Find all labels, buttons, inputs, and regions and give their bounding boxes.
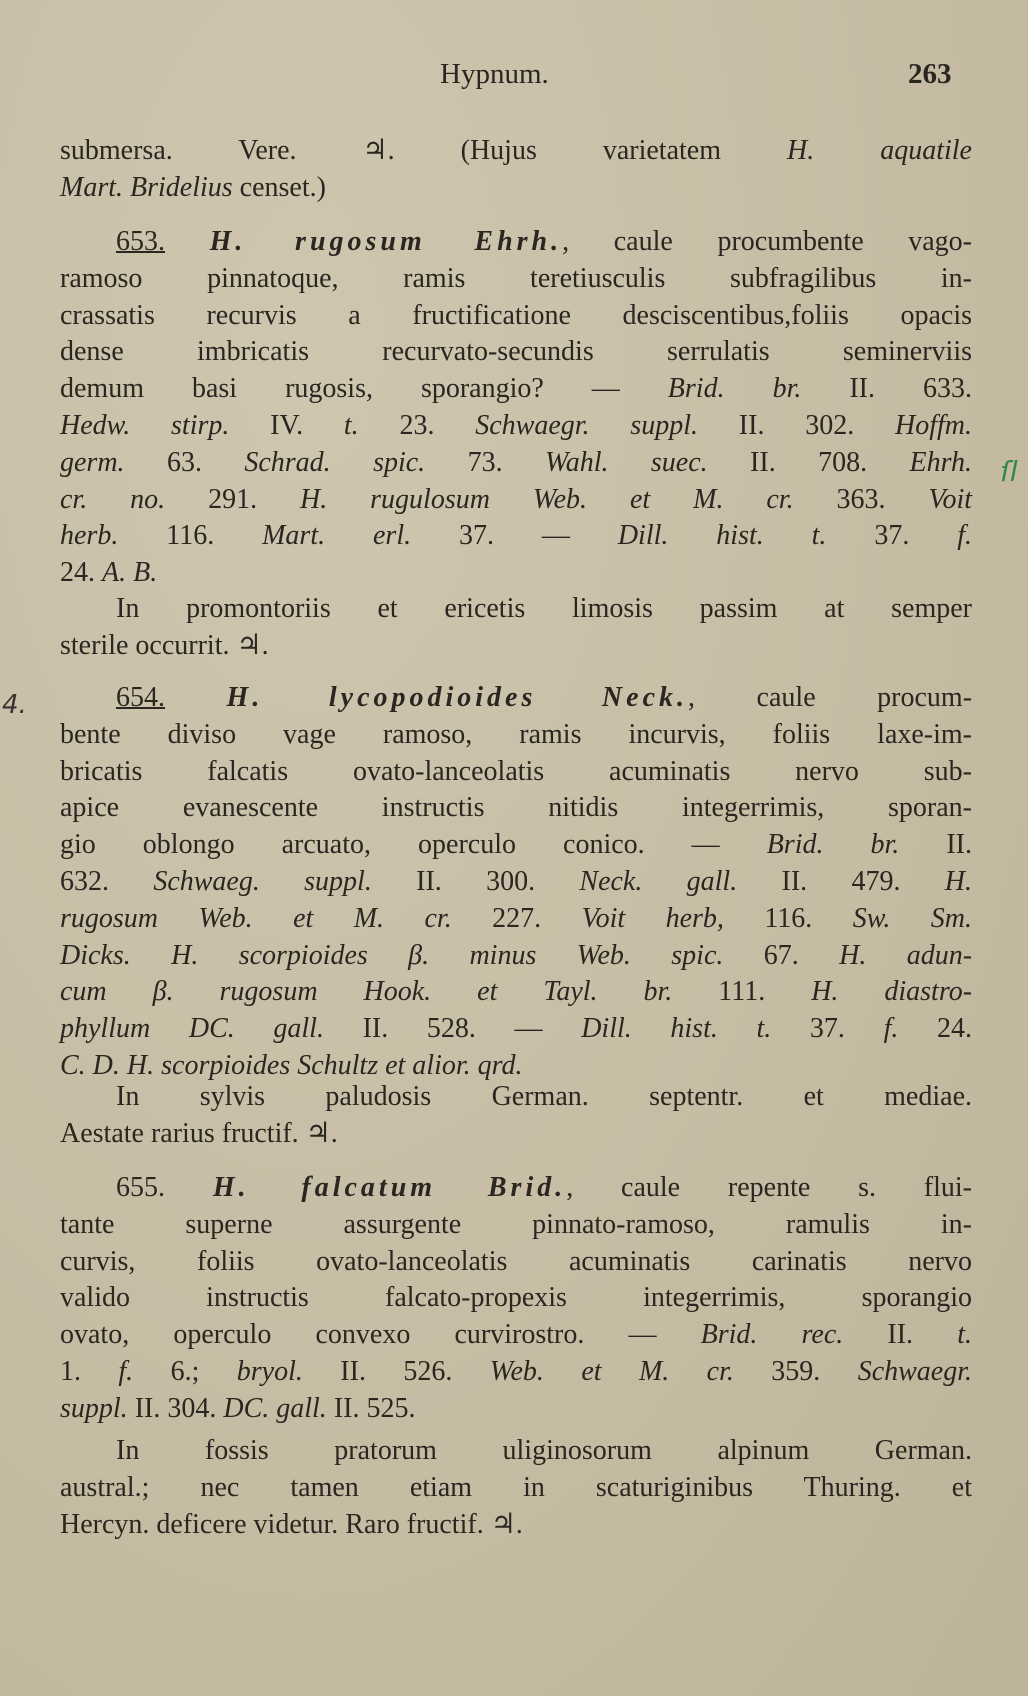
roman-text: censet.) <box>232 171 326 203</box>
text-line <box>60 827 972 864</box>
roman-text: 359. <box>733 1355 858 1387</box>
roman-text: apice evanescente instructis nitidis integerrimis, sporan- <box>60 792 972 824</box>
italic-citation: suppl. <box>60 1392 128 1424</box>
roman-text: ovato, operculo convexo curvirostro. — <box>60 1319 701 1351</box>
entry-653 <box>60 224 972 592</box>
text-line <box>60 224 972 261</box>
italic-citation: Schrad. spic. <box>244 446 426 478</box>
italic-citation: herb. <box>60 520 119 552</box>
roman-text: In promontoriis et ericetis limosis passim at semper <box>116 593 972 624</box>
italic-citation: H. <box>944 865 973 897</box>
roman-text: bricatis falcatis ovato-lanceolatis acuminatis nervo sub- <box>60 755 972 787</box>
text-line <box>60 974 972 1011</box>
entry-654 <box>60 680 972 1085</box>
roman-text: 37. — <box>411 520 618 552</box>
roman-text: 73. <box>425 446 545 478</box>
italic-citation: Wahl. suec. <box>544 446 708 478</box>
entry-number: 653. <box>116 226 165 257</box>
species-name: H. rugosum Ehrh. <box>209 226 563 257</box>
roman-text: tante superne assurgente pinnato-ramoso, ramulis in- <box>60 1208 972 1240</box>
text-line <box>60 1470 972 1507</box>
text-line <box>60 261 972 298</box>
roman-text: 24. <box>60 557 102 589</box>
entry-654-habitat <box>60 1079 972 1153</box>
roman-text: 37. <box>826 520 958 552</box>
text-line <box>60 408 972 445</box>
roman-text: 655. <box>116 1172 213 1203</box>
text-line <box>60 1354 972 1391</box>
roman-text: II. 300. <box>371 865 580 897</box>
text-line <box>60 445 972 482</box>
text-line <box>60 1011 972 1048</box>
roman-text: 291. <box>165 483 301 515</box>
roman-text: 67. <box>723 939 840 971</box>
text-line <box>60 1207 972 1244</box>
text-line <box>60 591 972 628</box>
italic-citation: t. <box>957 1319 972 1351</box>
text-line <box>60 717 972 754</box>
text-line <box>60 555 972 592</box>
italic-citation: Dill. hist. t. <box>617 520 827 552</box>
italic-citation: Hedw. stirp. <box>60 409 230 441</box>
italic-citation: f. <box>957 520 973 552</box>
roman-text: II. 708. <box>707 446 910 478</box>
italic-citation: Brid. br. <box>667 373 802 405</box>
text-line <box>60 371 972 408</box>
italic-citation: Brid. rec. <box>700 1319 844 1351</box>
roman-text: , caule procumbente vago- <box>562 226 973 257</box>
italic-citation: Schwaeg. suppl. <box>153 865 372 897</box>
italic-citation: germ. <box>60 446 125 478</box>
italic-citation: Dicks. H. scorpioides β. minus Web. spic. <box>60 939 724 971</box>
text-line <box>60 518 972 555</box>
italic-citation: Dill. hist. t. <box>581 1013 772 1045</box>
roman-text: II. 528. — <box>323 1013 582 1045</box>
italic-citation: Voit herb, <box>581 902 724 934</box>
entry-655 <box>60 1170 972 1428</box>
text-line <box>60 864 972 901</box>
text-line <box>60 334 972 371</box>
italic-citation: H. rugulosum Web. et M. cr. <box>300 483 794 515</box>
text-line <box>60 680 972 717</box>
italic-citation: A. B. <box>102 557 158 589</box>
running-title: Hypnum. <box>440 58 549 90</box>
text-line <box>60 1317 972 1354</box>
entry-653-habitat <box>60 591 972 665</box>
italic-citation: Ehrh. <box>909 446 972 478</box>
roman-text: II. 526. <box>302 1355 490 1387</box>
text-line <box>60 790 972 827</box>
roman-text: , caule repente s. flui- <box>566 1172 972 1203</box>
italic-citation: rugosum Web. et M. cr. <box>60 902 452 934</box>
paragraph-continuation <box>60 133 972 207</box>
italic-citation: H. aquatile <box>787 135 972 166</box>
text-line <box>60 628 972 665</box>
running-header <box>0 58 1028 98</box>
roman-text: 111. <box>672 976 812 1008</box>
italic-citation: Mart. erl. <box>262 520 412 552</box>
roman-text: sterile occurrit. ♃. <box>60 629 269 661</box>
roman-text: bente diviso vage ramoso, ramis incurvis, foliis laxe-im- <box>60 718 972 750</box>
italic-citation: Voit <box>928 483 973 515</box>
roman-text: 116. <box>723 902 853 934</box>
species-name: H. falcatum Brid. <box>212 1172 567 1203</box>
roman-text: II. <box>899 829 972 861</box>
text-line <box>60 133 972 170</box>
italic-citation: C. D. H. scorpioides Schultz et alior. qrd. <box>60 1049 523 1081</box>
roman-text: dense imbricatis recurvato-secundis serrulatis seminerviis <box>60 336 972 368</box>
margin-note-right: ſl <box>1000 455 1018 488</box>
text-line <box>60 482 972 519</box>
text-line <box>60 170 972 207</box>
italic-citation: f. <box>883 1013 899 1045</box>
text-line <box>60 1116 972 1153</box>
italic-citation: H. diastro- <box>811 976 973 1008</box>
roman-text: submersa. Vere. ♃. (Hujus varietatem <box>60 135 787 166</box>
text-line <box>60 754 972 791</box>
roman-text: 1. <box>60 1355 119 1387</box>
roman-text: IV. <box>229 409 344 441</box>
text-line <box>60 938 972 975</box>
roman-text: II. 302. <box>698 409 896 441</box>
roman-text: II. 479. <box>737 865 945 897</box>
roman-text: 227. <box>451 902 582 934</box>
text-line <box>60 1433 972 1470</box>
italic-citation: Sw. Sm. <box>852 902 973 934</box>
roman-text: ramoso pinnatoque, ramis teretiusculis subfragilibus in- <box>60 262 972 294</box>
text-line <box>60 1170 972 1207</box>
roman-text: 632. <box>60 865 154 897</box>
entry-number: 654. <box>116 682 165 713</box>
roman-text <box>165 682 227 713</box>
italic-citation: Web. et M. cr. <box>489 1355 734 1387</box>
roman-text: II. <box>843 1319 958 1351</box>
text-line <box>60 1244 972 1281</box>
roman-text: Aestate rarius fructif. ♃. <box>60 1117 338 1149</box>
italic-citation: H. adun- <box>839 939 973 971</box>
roman-text: , caule procum- <box>688 682 973 713</box>
roman-text: In fossis pratorum uliginosorum alpinum German. <box>116 1435 972 1466</box>
italic-citation: f. <box>118 1355 134 1387</box>
roman-text: In sylvis paludosis German. septentr. et mediae. <box>116 1081 972 1112</box>
text-line <box>60 1391 972 1428</box>
entry-655-habitat <box>60 1433 972 1543</box>
roman-text: Hercyn. deficere videtur. Raro fructif. ♃. <box>60 1508 523 1540</box>
roman-text: valido instructis falcato-propexis integerrimis, sporangio <box>60 1282 972 1314</box>
roman-text: 6.; <box>133 1355 237 1387</box>
text-line <box>60 1079 972 1116</box>
italic-citation: Schwaegr. <box>857 1355 973 1387</box>
text-line <box>60 1507 972 1544</box>
italic-citation: DC. gall. <box>223 1392 327 1424</box>
species-name: H. lycopodioides Neck. <box>226 682 689 713</box>
page-number: 263 <box>908 58 952 90</box>
roman-text: gio oblongo arcuato, operculo conico. — <box>60 829 767 861</box>
margin-note-left: 4. <box>2 690 27 720</box>
roman-text: II. 633. <box>801 373 972 405</box>
italic-citation: t. <box>343 409 359 441</box>
roman-text: demum basi rugosis, sporangio? — <box>60 373 668 405</box>
text-line <box>60 1280 972 1317</box>
italic-citation: cr. no. <box>60 483 166 515</box>
roman-text: II. 525. <box>326 1392 416 1424</box>
italic-citation: Neck. gall. <box>579 865 738 897</box>
italic-citation: Schwaegr. suppl. <box>475 409 699 441</box>
roman-text: curvis, foliis ovato-lanceolatis acuminatis carinatis nervo <box>60 1245 972 1277</box>
roman-text: 37. <box>771 1013 884 1045</box>
italic-citation: Mart. Bridelius <box>60 171 233 203</box>
roman-text: II. 304. <box>127 1392 224 1424</box>
italic-citation: phyllum DC. gall. <box>60 1013 324 1045</box>
roman-text: 116. <box>118 520 263 552</box>
roman-text <box>165 226 210 257</box>
roman-text: 63. <box>124 446 245 478</box>
roman-text: 23. <box>358 409 476 441</box>
italic-citation: cum β. rugosum Hook. et Tayl. br. <box>60 976 673 1008</box>
roman-text: 24. <box>898 1013 973 1045</box>
roman-text: austral.; nec tamen etiam in scaturiginibus Thuring. et <box>60 1471 972 1503</box>
italic-citation: Brid. br. <box>766 829 900 861</box>
roman-text: 363. <box>793 483 929 515</box>
text-line <box>60 298 972 335</box>
roman-text: crassatis recurvis a fructificatione desciscentibus,foliis opacis <box>60 299 972 331</box>
italic-citation: bryol. <box>236 1355 303 1387</box>
text-line <box>60 901 972 938</box>
italic-citation: Hoffm. <box>895 409 973 441</box>
